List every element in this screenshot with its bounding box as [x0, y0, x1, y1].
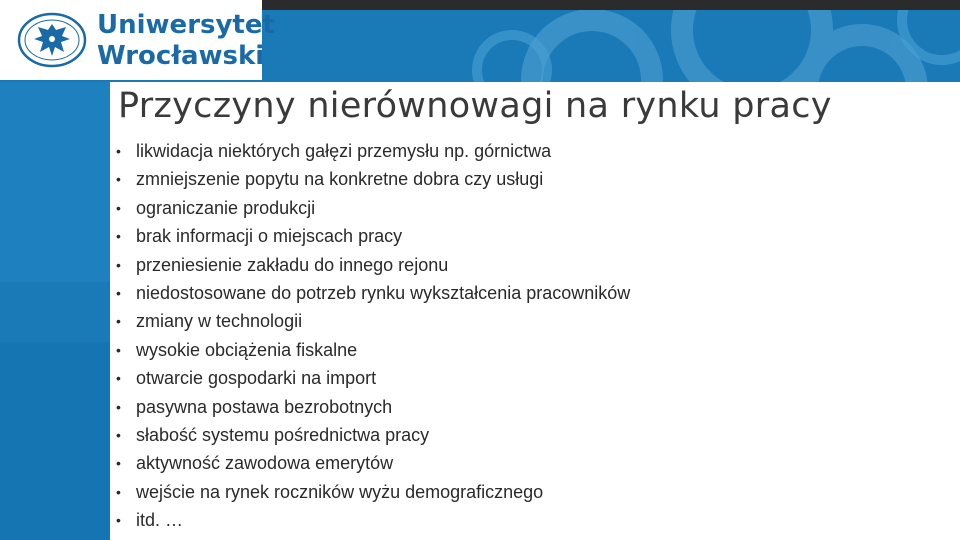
list-item: [116, 279, 630, 307]
list-item: [116, 307, 630, 335]
bullet-dot: •: [116, 284, 121, 301]
bullet-dot: •: [116, 199, 121, 216]
bullet-dot: •: [116, 483, 121, 500]
university-logo: [0, 0, 275, 80]
list-item: [116, 251, 630, 279]
slide-title: Przyczyny nierównowagi na rynku pracy: [118, 86, 832, 126]
list-item: [116, 449, 630, 477]
bullet-dot: •: [116, 313, 121, 330]
sidebar-pattern: [0, 82, 110, 540]
bullet-dot: •: [116, 341, 121, 358]
bullet-text: słabość systemu pośrednictwa pracy: [136, 424, 430, 445]
list-item: [116, 393, 630, 421]
bullet-dot: •: [116, 512, 121, 529]
bullet-text: wejście na rynek roczników wyżu demograficznego: [136, 481, 544, 502]
bullet-dot: •: [116, 370, 121, 387]
list-item: [116, 478, 630, 506]
bullet-text: zmiany w technologii: [136, 311, 303, 332]
bullet-text: otwarcie gospodarki na import: [136, 368, 377, 389]
list-item: [116, 506, 630, 534]
bullet-text: wysokie obciążenia fiskalne: [136, 339, 358, 360]
bullet-dot: •: [116, 426, 121, 443]
list-item: [116, 336, 630, 364]
bullet-text: likwidacja niektórych gałęzi przemysłu np. górnictwa: [136, 141, 552, 161]
bullet-text: brak informacji o miejscach pracy: [136, 226, 403, 247]
list-item: [116, 364, 630, 392]
bullet-text: ograniczanie produkcji: [136, 197, 316, 218]
list-item: [116, 222, 630, 250]
left-sidebar-band: [0, 82, 110, 540]
logo-text-line1: Uniwersytet: [97, 10, 275, 40]
bullet-text: zmniejszenie popytu na konkretne dobra czy usługi: [136, 169, 544, 190]
eagle-emblem-icon: [16, 12, 88, 68]
bullet-dot: •: [116, 143, 121, 159]
bullet-dot: •: [116, 171, 121, 188]
bullet-text: aktywność zawodowa emerytów: [136, 453, 394, 474]
bullet-list: [116, 137, 630, 534]
bullet-dot: •: [116, 256, 121, 273]
bullet-text: pasywna postawa bezrobotnych: [136, 396, 393, 417]
bullet-dot: •: [116, 398, 121, 415]
logo-text-line2: Wrocławski: [97, 41, 265, 71]
bullet-text: niedostosowane do potrzeb rynku wykształcenia pracowników: [136, 282, 631, 303]
list-item: [116, 165, 630, 193]
list-item: [116, 194, 630, 222]
header-dark-strip: [262, 0, 960, 10]
bullet-text: itd. …: [136, 510, 184, 531]
header-swirl-pattern: [262, 10, 960, 82]
bullet-dot: •: [116, 228, 121, 245]
list-item: [116, 421, 630, 449]
list-item: [116, 137, 630, 165]
bullet-dot: •: [116, 455, 121, 472]
bullet-text: przeniesienie zakładu do innego rejonu: [136, 254, 449, 275]
